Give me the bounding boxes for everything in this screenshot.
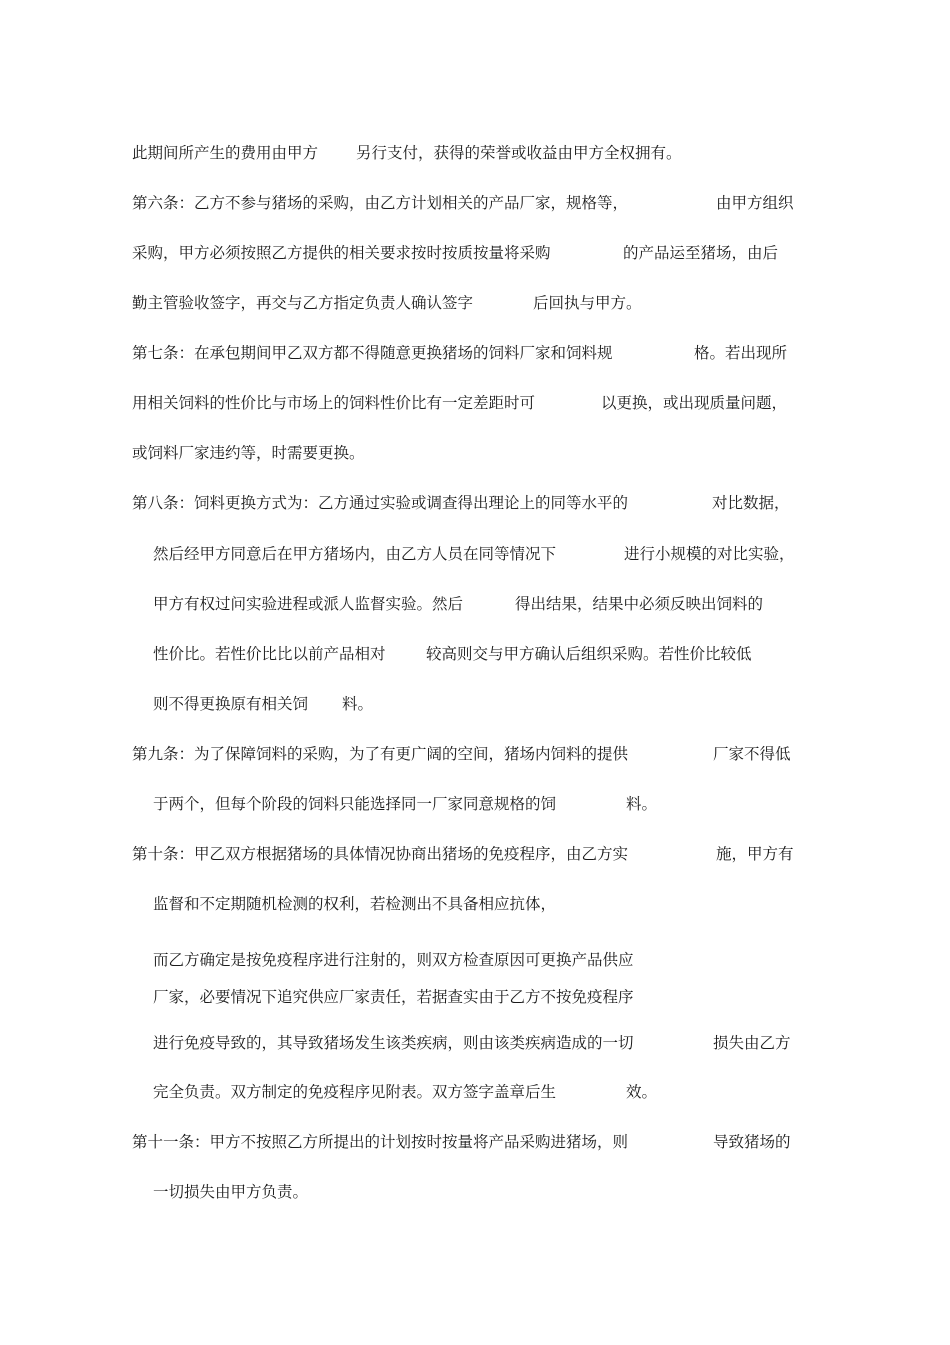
text-segment: 或饲料厂家违约等，时需要更换。 [132, 444, 365, 462]
text-segment: 较高则交与甲方确认后组织采购。若性价比较低 [426, 645, 752, 663]
text-segment: 导致猪场的 [713, 1133, 791, 1151]
text-segment: 则不得更换原有相关饲 [153, 695, 309, 713]
text-segment: 进行小规模的对比实验， [624, 545, 795, 563]
text-segment: 用相关饲料的性价比与市场上的饲料性价比有一定差距时可 [132, 394, 536, 412]
text-segment: 第八条：饲料更换方式为：乙方通过实验或调查得出理论上的同等水平的 [132, 494, 629, 512]
text-segment: 以更换，或出现质量问题， [601, 394, 788, 412]
text-segment: 的产品运至猪场，由后 [623, 244, 779, 262]
text-segment: 施，甲方有 [716, 845, 794, 863]
text-segment: 而乙方确定是按免疫程序进行注射的，则双方检查原因可更换产品供应 [153, 951, 634, 969]
text-segment: 完全负责。双方制定的免疫程序见附表。双方签字盖章后生 [153, 1083, 557, 1101]
text-segment: 第六条：乙方不参与猪场的采购，由乙方计划相关的产品厂家，规格等， [132, 194, 629, 212]
text-segment: 厂家不得低 [713, 745, 791, 763]
text-segment: 由甲方组织 [716, 194, 794, 212]
text-segment: 性价比。若性价比比以前产品相对 [153, 645, 386, 663]
text-segment: 后回执与甲方。 [533, 294, 642, 312]
text-segment: 进行免疫导致的，其导致猪场发生该类疾病，则由该类疾病造成的一切 [153, 1034, 634, 1052]
text-segment: 甲方有权过问实验进程或派人监督实验。然后 [153, 595, 464, 613]
text-segment: 此期间所产生的费用由甲方 [132, 144, 319, 162]
text-segment: 厂家，必要情况下追究供应厂家责任，若据查实由于乙方不按免疫程序 [153, 988, 634, 1006]
text-segment: 效。 [626, 1083, 658, 1101]
text-segment: 然后经甲方同意后在甲方猪场内，由乙方人员在同等情况下 [153, 545, 557, 563]
text-segment: 损失由乙方 [713, 1034, 791, 1052]
text-segment: 于两个，但每个阶段的饲料只能选择同一厂家同意规格的饲 [153, 795, 557, 813]
text-segment: 料。 [342, 695, 374, 713]
text-segment: 第九条：为了保障饲料的采购，为了有更广阔的空间，猪场内饲料的提供 [132, 745, 629, 763]
text-segment: 一切损失由甲方负责。 [153, 1183, 309, 1201]
text-segment: 格。若出现所 [694, 344, 788, 362]
text-segment: 另行支付，获得的荣誉或收益由甲方全权拥有。 [356, 144, 682, 162]
text-segment: 采购，甲方必须按照乙方提供的相关要求按时按质按量将采购 [132, 244, 551, 262]
text-segment: 对比数据， [712, 494, 790, 512]
text-segment: 得出结果，结果中必须反映出饲料的 [515, 595, 764, 613]
text-segment: 第十条：甲乙双方根据猪场的具体情况协商出猪场的免疫程序，由乙方实 [132, 845, 629, 863]
text-segment: 监督和不定期随机检测的权利，若检测出不具备相应抗体， [153, 895, 557, 913]
text-segment: 第十一条：甲方不按照乙方所提出的计划按时按量将产品采购进猪场，则 [132, 1133, 629, 1151]
text-segment: 料。 [626, 795, 658, 813]
text-segment: 勤主管验收签字，再交与乙方指定负责人确认签字 [132, 294, 474, 312]
text-segment: 第七条：在承包期间甲乙双方都不得随意更换猪场的饲料厂家和饲料规 [132, 344, 613, 362]
